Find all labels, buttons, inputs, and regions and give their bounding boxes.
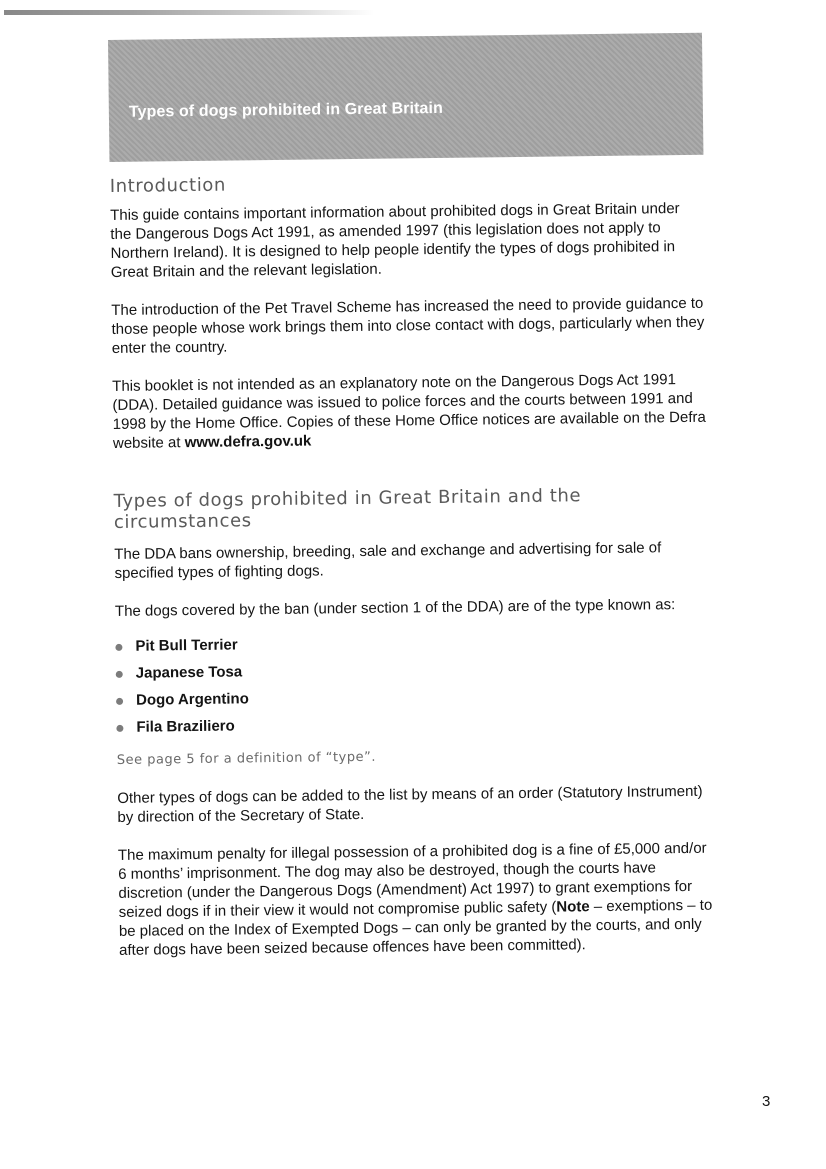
title-banner: [108, 33, 703, 162]
intro-paragraph-3: [112, 370, 707, 453]
penalty-text-end: – exemptions – to be placed on the Index of Exempted Dogs – can only be granted by the courts, and only after dogs have been seized because offences have been committed).: [118, 896, 713, 959]
intro-paragraph-3-text: This booklet is not intended as an explanatory note on the Dangerous Dogs Act 1991 (DDA). Detailed guidance was issued to police forces and the courts between 1991 and 1998 by the Home Office. Copies of these Home Office notices are available on the Defra website at: [112, 371, 706, 452]
scan-edge-artifact: [4, 10, 374, 15]
types-paragraph-2: The dogs covered by the ban (under section 1 of the DDA) are of the type known as:: [114, 596, 676, 620]
bullet-icon: [116, 698, 123, 705]
bullet-icon: [116, 671, 123, 678]
types-paragraph-1: The DDA bans ownership, breeding, sale and exchange and advertising for sale of specified types of fighting dogs.: [114, 539, 662, 582]
types-paragraph-4: [118, 839, 713, 960]
breed-name: Pit Bull Terrier: [135, 636, 238, 655]
introduction-heading: Introduction: [109, 174, 227, 197]
see-page-note: See page 5 for a definition of “type”.: [116, 749, 376, 768]
intro-paragraph-1: This guide contains important information about prohibited dogs in Great Britain under the Dangerous Dogs Act 1991, as amended 1997 (this legislation does not apply to Northern Ireland). It is designed to help people identify the types of dogs prohibited in Great Britain and the relevant legislation.: [110, 200, 680, 281]
intro-paragraph-2: The introduction of the Pet Travel Scheme has increased the need to provide guidance to those people whose work brings them into close contact with dogs, particularly when they enter the country.: [111, 294, 705, 357]
page-content: [108, 33, 713, 960]
note-label: Note: [556, 898, 590, 916]
breed-name: Japanese Tosa: [135, 663, 243, 682]
types-heading: Types of dogs prohibited in Great Britain and the circumstances: [113, 485, 582, 533]
breed-name: Dogo Argentino: [135, 690, 249, 709]
page-number: 3: [762, 1093, 771, 1110]
breed-list: [115, 630, 710, 745]
bullet-icon: [115, 644, 122, 651]
defra-website-link[interactable]: www.defra.gov.uk: [184, 432, 312, 452]
penalty-text-start: The maximum penalty for illegal possession of a prohibited dog is a fine of £5,000 and/or 6 months’ imprisonment. The dog may also be destroyed, though the courts have discretion (under the Dangerous Dogs (Amendment) Act 1997) to grant exemptions for seized dogs if in their view it would not compromise public safety (: [117, 839, 707, 921]
types-paragraph-3: Other types of dogs can be added to the list by means of an order (Statutory Instrument) by direction of the Secretary of State.: [117, 782, 703, 826]
banner-title: Types of dogs prohibited in Great Britain: [128, 99, 444, 121]
bullet-icon: [116, 725, 123, 732]
breed-name: Fila Braziliero: [136, 717, 235, 736]
